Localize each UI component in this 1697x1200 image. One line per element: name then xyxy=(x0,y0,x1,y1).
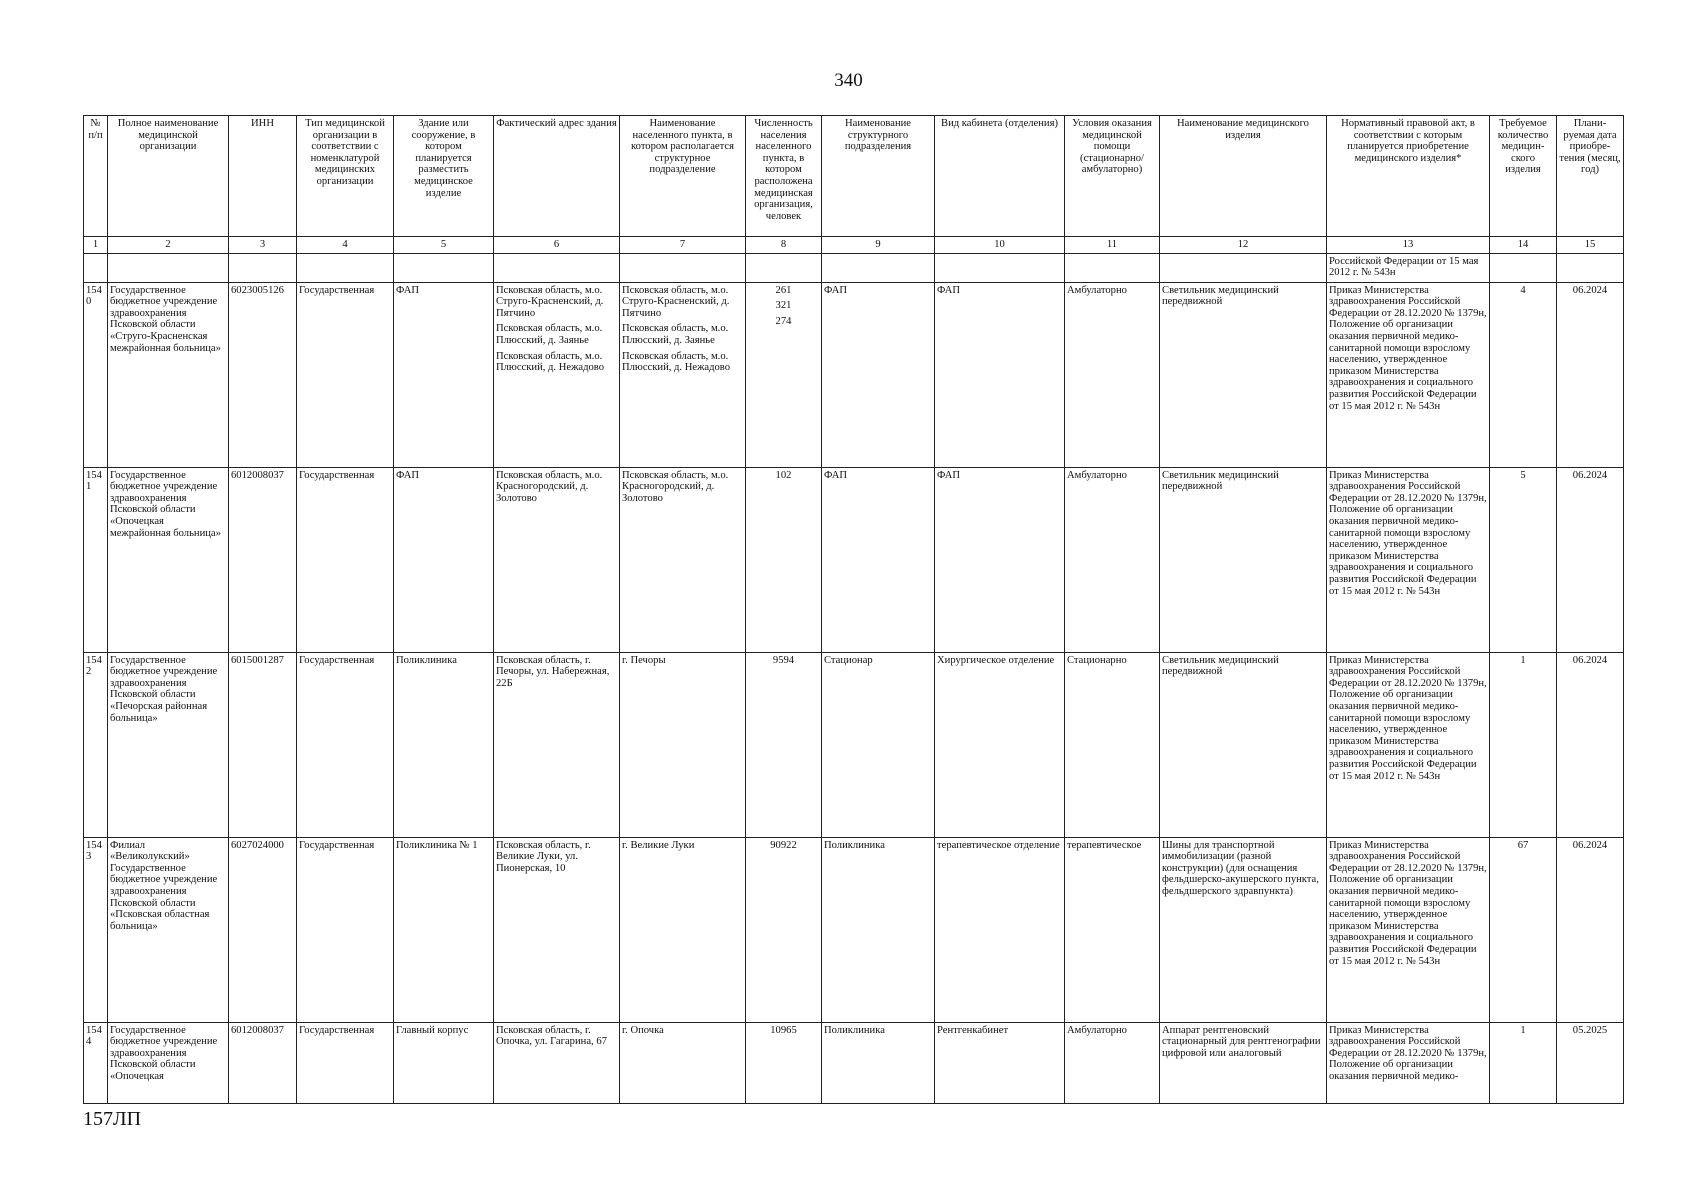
legal-act: Приказ Министерства здравоохранения Российской Федерации от 28.12.2020 № 1379н, Положение об организации оказания первичной медико-санитарной помощи взрослому населению, утвержденное приказом Министерства здравоохранения и социального развития Российской Федерации от 15 мая 2012 г. № 543н xyxy=(1327,837,1490,1022)
table-row xyxy=(84,1022,1624,1103)
care-conditions: терапевтическое xyxy=(1065,837,1160,1022)
header-cell: Здание или сооружение, в котором планируется разместить медицинское изделие xyxy=(394,116,494,237)
header-row xyxy=(84,116,1624,237)
column-number: 11 xyxy=(1065,237,1160,254)
device-name: Аппарат рентгеновский стационарный для рентгенографии цифровой или аналоговый xyxy=(1160,1022,1327,1103)
inn: 6027024000 xyxy=(229,837,297,1022)
building: Поликлиника № 1 xyxy=(394,837,494,1022)
column-number: 4 xyxy=(297,237,394,254)
structural-unit: Поликлиника xyxy=(822,837,935,1022)
population-cell xyxy=(746,1022,822,1103)
care-conditions: Амбулаторно xyxy=(1065,467,1160,652)
column-number: 9 xyxy=(822,237,935,254)
legal-act: Приказ Министерства здравоохранения Российской Федерации от 28.12.2020 № 1379н, Положение об организации оказания первичной медико- xyxy=(1327,1022,1490,1103)
settlement-cell xyxy=(620,837,746,1022)
quantity: 4 xyxy=(1490,282,1557,467)
device-name: Светильник медицинский передвижной xyxy=(1160,282,1327,467)
structural-unit: ФАП xyxy=(822,282,935,467)
column-number: 2 xyxy=(108,237,229,254)
header-cell: Фактический адрес здания xyxy=(494,116,620,237)
inn: 6015001287 xyxy=(229,652,297,837)
header-cell: Наименование структурного подразделения xyxy=(822,116,935,237)
quantity: 1 xyxy=(1490,652,1557,837)
column-number: 8 xyxy=(746,237,822,254)
settlement-cell xyxy=(620,282,746,467)
header-cell: Требуемое количество медицин-ского изделия xyxy=(1490,116,1557,237)
address: Псковская область, г. Печоры, ул. Набережная, 22Б xyxy=(496,654,610,689)
organization-type: Государственная xyxy=(297,837,394,1022)
address-cell xyxy=(494,1022,620,1103)
settlement: г. Печоры xyxy=(622,654,666,666)
planned-date: 06.2024 xyxy=(1557,282,1624,467)
organization-name: Государственное бюджетное учреждение здравоохранения Псковской области «Печорская районная больница» xyxy=(108,652,229,837)
column-number: 13 xyxy=(1327,237,1490,254)
header-cell: Тип медицинской организации в соответствии с номенклатурой медицинских организации xyxy=(297,116,394,237)
care-conditions: Амбулаторно xyxy=(1065,282,1160,467)
population: 90922 xyxy=(770,839,797,851)
column-number: 1 xyxy=(84,237,108,254)
address: Псковская область, м.о. Красногородский, д. Золотово xyxy=(496,469,603,504)
building: ФАП xyxy=(394,467,494,652)
cabinet-type: Хирургическое отделение xyxy=(935,652,1065,837)
address-cell xyxy=(494,282,620,467)
population-cell xyxy=(746,837,822,1022)
row-number: 1543 xyxy=(84,837,108,1022)
structural-unit: Поликлиника xyxy=(822,1022,935,1103)
organization-type: Государственная xyxy=(297,1022,394,1103)
device-name: Светильник медицинский передвижной xyxy=(1160,652,1327,837)
table-row xyxy=(84,282,1624,467)
column-number: 5 xyxy=(394,237,494,254)
column-number: 14 xyxy=(1490,237,1557,254)
organization-name: Государственное бюджетное учреждение здравоохранения Псковской области «Струго-Красненская межрайонная больница» xyxy=(108,282,229,467)
header-cell: Наименование населенного пункта, в котором располагается структурное подразделение xyxy=(620,116,746,237)
legal-act: Приказ Министерства здравоохранения Российской Федерации от 28.12.2020 № 1379н, Положение об организации оказания первичной медико-санитарной помощи взрослому населению, утвержденное приказом Министерства здравоохранения и социального развития Российской Федерации от 15 мая 2012 г. № 543н xyxy=(1327,282,1490,467)
structural-unit: ФАП xyxy=(822,467,935,652)
legal-act: Приказ Министерства здравоохранения Российской Федерации от 28.12.2020 № 1379н, Положение об организации оказания первичной медико-санитарной помощи взрослому населению, утвержденное приказом Министерства здравоохранения и социального развития Российской Федерации от 15 мая 2012 г. № 543н xyxy=(1327,652,1490,837)
header-cell: Полное наименование медицинской организации xyxy=(108,116,229,237)
organization-name: Государственное бюджетное учреждение здравоохранения Псковской области «Опочецкая межрайонная больница» xyxy=(108,467,229,652)
address-cell xyxy=(494,467,620,652)
population-cell xyxy=(746,652,822,837)
cabinet-type: ФАП xyxy=(935,467,1065,652)
planned-date: 06.2024 xyxy=(1557,837,1624,1022)
row-number: 1542 xyxy=(84,652,108,837)
header-cell: Наименование медицинского изделия xyxy=(1160,116,1327,237)
quantity: 1 xyxy=(1490,1022,1557,1103)
table-row xyxy=(84,837,1624,1022)
address: Псковская область, м.о. Струго-Красненский, д. Пятчино xyxy=(496,284,604,319)
population: 102 xyxy=(775,469,792,481)
column-number: 7 xyxy=(620,237,746,254)
equipment-table xyxy=(83,115,1624,1104)
address: Псковская область, г. Опочка, ул. Гагарина, 67 xyxy=(496,1024,607,1048)
cabinet-type: ФАП xyxy=(935,282,1065,467)
address: Псковская область, м.о. Плюсский, д. Заянье xyxy=(496,323,603,346)
building: ФАП xyxy=(394,282,494,467)
header-cell: Плани-руемая дата приобре-тения (месяц, год) xyxy=(1557,116,1624,237)
row-number: 1541 xyxy=(84,467,108,652)
continued-act-text: Российской Федерации от 15 мая 2012 г. № 543н xyxy=(1327,253,1490,282)
organization-type: Государственная xyxy=(297,282,394,467)
organization-type: Государственная xyxy=(297,467,394,652)
column-number-row xyxy=(84,237,1624,254)
organization-name: Государственное бюджетное учреждение здравоохранения Псковской области «Опочецкая xyxy=(108,1022,229,1103)
settlement-cell xyxy=(620,652,746,837)
settlement: г. Великие Луки xyxy=(622,839,695,851)
legal-act: Приказ Министерства здравоохранения Российской Федерации от 28.12.2020 № 1379н, Положение об организации оказания первичной медико-санитарной помощи взрослому населению, утвержденное приказом Министерства здравоохранения и социального развития Российской Федерации от 15 мая 2012 г. № 543н xyxy=(1327,467,1490,652)
settlement-cell xyxy=(620,467,746,652)
address: Псковская область, м.о. Плюсский, д. Нежадово xyxy=(496,350,605,374)
building: Поликлиника xyxy=(394,652,494,837)
device-name: Шины для транспортной иммобилизации (разной конструкции) (для оснащения фельдшерско-акушерского пункта, фельдшерского здравпункта) xyxy=(1160,837,1327,1022)
settlement: Псковская область, м.о. Плюсский, д. Заянье xyxy=(622,323,729,346)
column-number: 3 xyxy=(229,237,297,254)
structural-unit: Стационар xyxy=(822,652,935,837)
header-cell: Вид кабинета (отделения) xyxy=(935,116,1065,237)
quantity: 5 xyxy=(1490,467,1557,652)
settlement: Псковская область, м.о. Красногородский, д. Золотово xyxy=(622,469,729,504)
cabinet-type: терапевтическое отделение xyxy=(935,837,1065,1022)
population: 321 xyxy=(775,300,792,312)
population: 10965 xyxy=(770,1024,797,1036)
building: Главный корпус xyxy=(394,1022,494,1103)
address-cell xyxy=(494,652,620,837)
address-cell xyxy=(494,837,620,1022)
settlement: Псковская область, м.о. Плюсский, д. Нежадово xyxy=(622,350,731,374)
settlement: г. Опочка xyxy=(622,1024,664,1036)
header-cell: Условия оказания медицинской помощи (стационарно/ амбулаторно) xyxy=(1065,116,1160,237)
inn: 6012008037 xyxy=(229,1022,297,1103)
population: 274 xyxy=(775,315,792,327)
column-number: 10 xyxy=(935,237,1065,254)
column-number: 15 xyxy=(1557,237,1624,254)
care-conditions: Стационарно xyxy=(1065,652,1160,837)
settlement-cell xyxy=(620,1022,746,1103)
header-cell: Нормативный правовой акт, в соответствии с которым планируется приобретение медицинского изделия* xyxy=(1327,116,1490,237)
row-number: 1544 xyxy=(84,1022,108,1103)
column-number: 6 xyxy=(494,237,620,254)
row-number: 1540 xyxy=(84,282,108,467)
quantity: 67 xyxy=(1490,837,1557,1022)
planned-date: 05.2025 xyxy=(1557,1022,1624,1103)
device-name: Светильник медицинский передвижной xyxy=(1160,467,1327,652)
organization-type: Государственная xyxy=(297,652,394,837)
population-cell xyxy=(746,282,822,467)
table-row xyxy=(84,652,1624,837)
document-code: 157ЛП xyxy=(83,1108,142,1130)
inn: 6023005126 xyxy=(229,282,297,467)
inn: 6012008037 xyxy=(229,467,297,652)
table-row xyxy=(84,467,1624,652)
page-number: 340 xyxy=(834,70,863,91)
planned-date: 06.2024 xyxy=(1557,467,1624,652)
settlement: Псковская область, м.о. Струго-Красненский, д. Пятчино xyxy=(622,284,730,319)
header-cell: Численность населения населенного пункта, в котором расположена медицинская организация, человек xyxy=(746,116,822,237)
population: 9594 xyxy=(772,654,795,666)
address: Псковская область, г. Великие Луки, ул. Пионерская, 10 xyxy=(496,839,591,874)
population: 261 xyxy=(775,284,792,296)
cabinet-type: Рентгенкабинет xyxy=(935,1022,1065,1103)
header-cell: № п/п xyxy=(84,116,108,237)
header-cell: ИНН xyxy=(229,116,297,237)
population-cell xyxy=(746,467,822,652)
column-number: 12 xyxy=(1160,237,1327,254)
planned-date: 06.2024 xyxy=(1557,652,1624,837)
organization-name: Филиал «Великолукский» Государственное бюджетное учреждение здравоохранения Псковской области «Псковская областная больница» xyxy=(108,837,229,1022)
care-conditions: Амбулаторно xyxy=(1065,1022,1160,1103)
continuation-row xyxy=(84,253,1624,282)
